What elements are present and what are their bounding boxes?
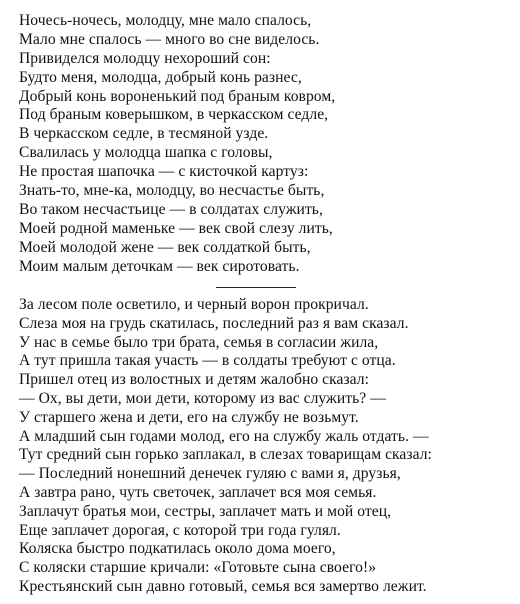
poem-line: Тут средний сын горько заплакал, в слезах товарищам сказал: — [19, 446, 432, 464]
poem-line: А тут пришла такая участь — в солдаты требуют с отца. — [19, 352, 396, 370]
poem-line: А завтра рано, чуть светочек, заплачет вся моя семья. — [19, 483, 377, 501]
poem-line: В черкасском седле, в тесмяной узде. — [19, 125, 269, 143]
poem-line: Ночесь-ночесь, молодцу, мне мало спалось, — [19, 12, 312, 29]
poem-line: Моей молодой жене — век солдаткой быть, — [19, 238, 311, 256]
stanza-2 — [19, 296, 514, 597]
poem-line: Мало мне спалось — много во сне виделось. — [19, 30, 320, 48]
poem-line: Моим малым деточкам — век сиротовать. — [19, 257, 300, 275]
poem-line: А младший сын годами молод, его на службу жаль отдать. — — [19, 427, 429, 445]
poem-line: Будто меня, молодца, добрый конь разнес, — [19, 68, 302, 86]
poem-line: Свалилась у молодца шапка с головы, — [19, 144, 273, 162]
poem-line: Не простая шапочка — с кисточкой картуз: — [19, 163, 309, 181]
poem-line: — Ох, вы дети, мои дети, которому из вас служить? — — [19, 389, 386, 407]
poem-line: Коляска быстро подкатилась около дома моего, — [19, 540, 336, 558]
poem-line: Заплачут братья мои, сестры, заплачет мать и мой отец, — [19, 502, 392, 520]
poem-line: Привиделся молодцу нехороший сон: — [19, 49, 271, 67]
poem-line: За лесом поле осветило, и черный ворон прокричал. — [19, 296, 369, 313]
poem-line: У нас в семье было три брата, семья в согласии жила, — [19, 333, 379, 351]
poem-line: Под браным коверышком, в черкасском седле, — [19, 106, 329, 124]
poem-line: Слеза моя на грудь скатилась, последний раз я вам сказал. — [19, 314, 409, 332]
poem-line: Во таком несчастьице — в солдатах служить, — [19, 200, 323, 218]
stanza-1 — [19, 12, 514, 276]
poem-line: Моей родной маменьке — век свой слезу лить, — [19, 219, 333, 237]
poem-line: Крестьянский сын давно готовый, семья вся замертво лежит. — [19, 577, 427, 595]
poem-line: — Последний нонешний денечек гуляю с вами я, друзья, — [19, 465, 401, 483]
poem-line: С коляски старшие кричали: «Готовьте сына своего!» — [19, 559, 377, 577]
poem-line: Еще заплачет дорогая, с которой три года гулял. — [19, 521, 341, 539]
poem-line: Добрый конь вороненький под браным ковром, — [19, 87, 336, 105]
section-divider — [216, 287, 296, 288]
poem-line: У старшего жена и дети, его на службу не возьмут. — [19, 408, 359, 426]
poem-line: Пришел отец из волостных и детям жалобно сказал: — [19, 371, 369, 389]
poem-line: Знать-то, мне-ка, молодцу, во несчастье быть, — [19, 182, 325, 200]
